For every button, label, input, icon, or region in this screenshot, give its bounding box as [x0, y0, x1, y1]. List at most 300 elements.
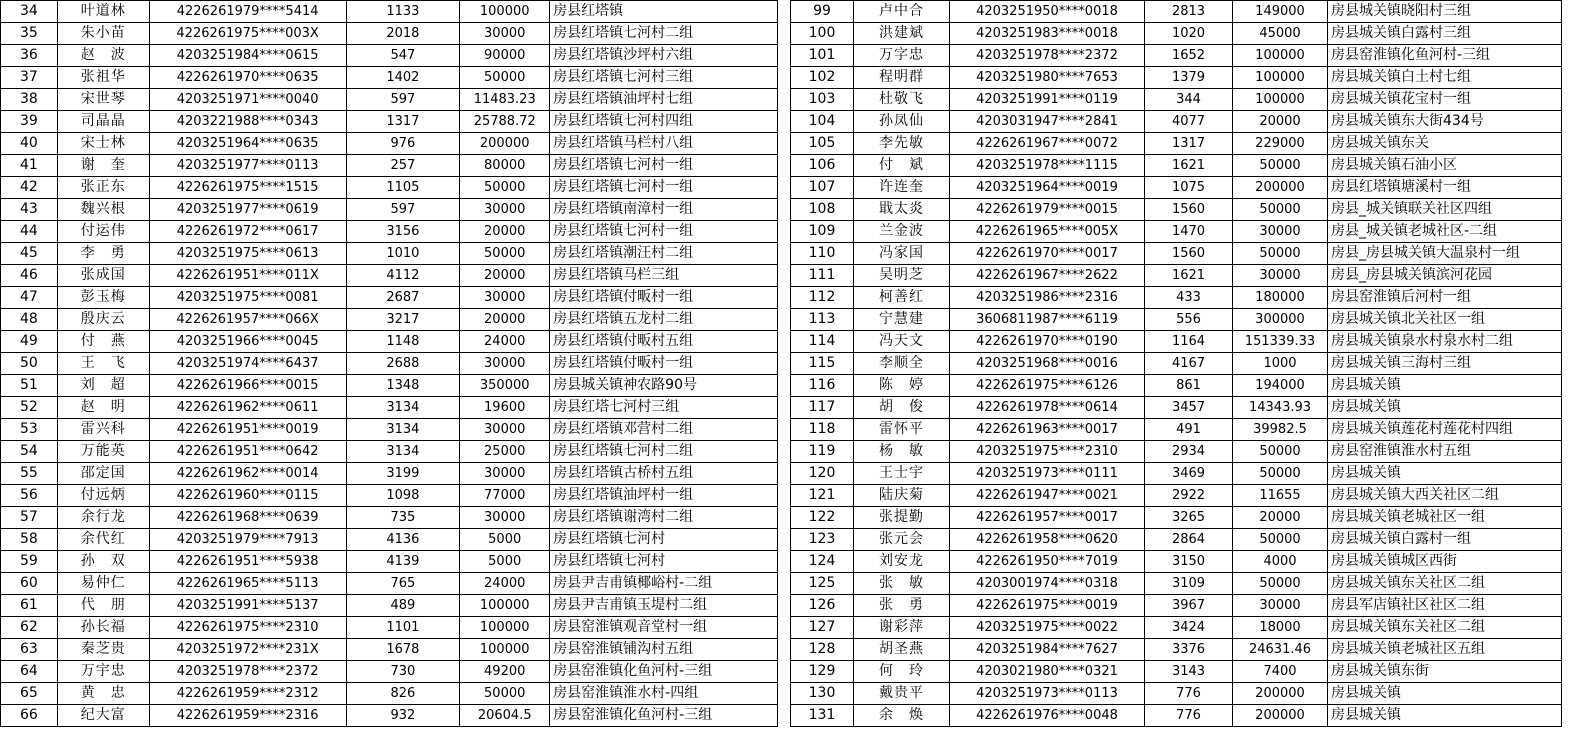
row-number: 129 — [791, 661, 854, 683]
id-number: 4203251974****6437 — [149, 353, 346, 375]
id-number: 4203251975****0022 — [950, 617, 1145, 639]
row-number: 34 — [1, 1, 58, 23]
row-number: 57 — [1, 507, 58, 529]
person-name: 陈 婷 — [854, 375, 950, 397]
address: 房县红塔镇南漳村一组 — [550, 199, 778, 221]
row-number: 130 — [791, 683, 854, 705]
row-number: 122 — [791, 507, 854, 529]
table-row — [791, 265, 1562, 287]
area-value: 547 — [346, 45, 460, 67]
area-value: 3217 — [346, 309, 460, 331]
person-name: 朱小苗 — [57, 23, 149, 45]
table-row — [1, 617, 778, 639]
row-number: 108 — [791, 199, 854, 221]
amount-value: 20000 — [460, 265, 550, 287]
address: 房县城关镇东街 — [1328, 661, 1562, 683]
amount-value: 50000 — [1233, 463, 1328, 485]
row-number: 104 — [791, 111, 854, 133]
amount-value: 30000 — [460, 353, 550, 375]
amount-value: 100000 — [460, 617, 550, 639]
id-number: 4203251980****7653 — [950, 67, 1145, 89]
amount-value: 20000 — [460, 309, 550, 331]
address: 房县红塔镇七河村一组 — [550, 221, 778, 243]
left-ledger-panel — [0, 0, 778, 727]
row-number: 53 — [1, 419, 58, 441]
table-row — [791, 463, 1562, 485]
row-number: 117 — [791, 397, 854, 419]
row-number: 99 — [791, 1, 854, 23]
person-name: 余行龙 — [57, 507, 149, 529]
address: 房县窑淮镇化鱼河村-三组 — [1328, 45, 1562, 67]
amount-value: 50000 — [460, 683, 550, 705]
address: 房县红塔镇古桥村五组 — [550, 463, 778, 485]
address: 房县_城关镇联关社区四组 — [1328, 199, 1562, 221]
area-value: 1133 — [346, 1, 460, 23]
person-name: 宁慧建 — [854, 309, 950, 331]
person-name: 刘安龙 — [854, 551, 950, 573]
person-name: 戢太炎 — [854, 199, 950, 221]
row-number: 101 — [791, 45, 854, 67]
person-name: 杜敬飞 — [854, 89, 950, 111]
id-number: 4226261966****0015 — [149, 375, 346, 397]
area-value: 2934 — [1145, 441, 1233, 463]
table-row — [791, 507, 1562, 529]
address: 房县城关镇大西关社区二组 — [1328, 485, 1562, 507]
amount-value: 350000 — [460, 375, 550, 397]
row-number: 124 — [791, 551, 854, 573]
person-name: 李顺全 — [854, 353, 950, 375]
table-row — [791, 331, 1562, 353]
area-value: 597 — [346, 89, 460, 111]
area-value: 3156 — [346, 221, 460, 243]
table-row — [1, 397, 778, 419]
area-value: 3199 — [346, 463, 460, 485]
amount-value: 100000 — [1233, 45, 1328, 67]
table-row — [1, 331, 778, 353]
row-number: 103 — [791, 89, 854, 111]
area-value: 4167 — [1145, 353, 1233, 375]
table-row — [1, 23, 778, 45]
area-value: 1105 — [346, 177, 460, 199]
row-number: 45 — [1, 243, 58, 265]
address: 房县城关镇东关社区二组 — [1328, 617, 1562, 639]
person-name: 邵定国 — [57, 463, 149, 485]
area-value: 3469 — [1145, 463, 1233, 485]
address: 房县红塔镇马栏村八组 — [550, 133, 778, 155]
area-value: 556 — [1145, 309, 1233, 331]
area-value: 3143 — [1145, 661, 1233, 683]
amount-value: 7400 — [1233, 661, 1328, 683]
row-number: 50 — [1, 353, 58, 375]
row-number: 66 — [1, 705, 58, 727]
id-number: 4203251972****231X — [149, 639, 346, 661]
id-number: 4203251978****2372 — [950, 45, 1145, 67]
person-name: 张正东 — [57, 177, 149, 199]
person-name: 李先敏 — [854, 133, 950, 155]
area-value: 1652 — [1145, 45, 1233, 67]
area-value: 2864 — [1145, 529, 1233, 551]
person-name: 程明群 — [854, 67, 950, 89]
table-row — [791, 661, 1562, 683]
left-ledger-body — [1, 1, 778, 727]
person-name: 司晶晶 — [57, 111, 149, 133]
row-number: 115 — [791, 353, 854, 375]
address: 房县城关镇莲花村莲花村四组 — [1328, 419, 1562, 441]
id-number: 4226261959****2316 — [149, 705, 346, 727]
area-value: 776 — [1145, 705, 1233, 727]
table-row — [1, 375, 778, 397]
table-row — [1, 661, 778, 683]
amount-value: 20000 — [1233, 507, 1328, 529]
person-name: 陆庆菊 — [854, 485, 950, 507]
area-value: 1020 — [1145, 23, 1233, 45]
area-value: 776 — [1145, 683, 1233, 705]
id-number: 4226261975****2310 — [149, 617, 346, 639]
table-row — [1, 683, 778, 705]
area-value: 1164 — [1145, 331, 1233, 353]
row-number: 56 — [1, 485, 58, 507]
row-number: 51 — [1, 375, 58, 397]
person-name: 张提勤 — [854, 507, 950, 529]
row-number: 120 — [791, 463, 854, 485]
area-value: 1621 — [1145, 155, 1233, 177]
id-number: 4203251968****0016 — [950, 353, 1145, 375]
person-name: 付运伟 — [57, 221, 149, 243]
table-row — [791, 177, 1562, 199]
person-name: 万宇忠 — [57, 661, 149, 683]
area-value: 3967 — [1145, 595, 1233, 617]
amount-value: 200000 — [1233, 705, 1328, 727]
address: 房县红塔镇七河村一组 — [550, 155, 778, 177]
table-row — [791, 617, 1562, 639]
row-number: 121 — [791, 485, 854, 507]
address: 房县红塔镇七河村二组 — [550, 23, 778, 45]
area-value: 765 — [346, 573, 460, 595]
address: 房县城关镇 — [1328, 683, 1562, 705]
table-row — [1, 529, 778, 551]
person-name: 赵 波 — [57, 45, 149, 67]
person-name: 谢彩萍 — [854, 617, 950, 639]
table-row — [1, 551, 778, 573]
amount-value: 90000 — [460, 45, 550, 67]
row-number: 131 — [791, 705, 854, 727]
id-number: 4203251977****0113 — [149, 155, 346, 177]
table-row — [1, 89, 778, 111]
person-name: 李 勇 — [57, 243, 149, 265]
row-number: 65 — [1, 683, 58, 705]
person-name: 胡圣燕 — [854, 639, 950, 661]
amount-value: 200000 — [1233, 683, 1328, 705]
area-value: 4112 — [346, 265, 460, 287]
address: 房县窑淮镇淮水村五组 — [1328, 441, 1562, 463]
area-value: 1402 — [346, 67, 460, 89]
amount-value: 229000 — [1233, 133, 1328, 155]
area-value: 1317 — [1145, 133, 1233, 155]
amount-value: 45000 — [1233, 23, 1328, 45]
id-number: 4203251991****5137 — [149, 595, 346, 617]
table-row — [791, 1, 1562, 23]
person-name: 叶道林 — [57, 1, 149, 23]
table-row — [1, 177, 778, 199]
person-name: 宋世琴 — [57, 89, 149, 111]
amount-value: 77000 — [460, 485, 550, 507]
address: 房县红塔镇油坪村一组 — [550, 485, 778, 507]
person-name: 卢中合 — [854, 1, 950, 23]
person-name: 代 朋 — [57, 595, 149, 617]
person-name: 谢 奎 — [57, 155, 149, 177]
area-value: 3109 — [1145, 573, 1233, 595]
id-number: 4226261951****0019 — [149, 419, 346, 441]
row-number: 119 — [791, 441, 854, 463]
row-number: 44 — [1, 221, 58, 243]
id-number: 4203251977****0619 — [149, 199, 346, 221]
person-name: 冯天文 — [854, 331, 950, 353]
center-gutter — [778, 0, 790, 743]
id-number: 4203251964****0635 — [149, 133, 346, 155]
id-number: 4226261960****0115 — [149, 485, 346, 507]
address: 房县城关镇 — [1328, 375, 1562, 397]
table-row — [1, 639, 778, 661]
row-number: 107 — [791, 177, 854, 199]
row-number: 106 — [791, 155, 854, 177]
table-row — [791, 485, 1562, 507]
row-number: 35 — [1, 23, 58, 45]
address: 房县窑淮镇后河村一组 — [1328, 287, 1562, 309]
amount-value: 39982.5 — [1233, 419, 1328, 441]
id-number: 4203251984****0615 — [149, 45, 346, 67]
area-value: 2813 — [1145, 1, 1233, 23]
amount-value: 100000 — [1233, 89, 1328, 111]
amount-value: 100000 — [460, 595, 550, 617]
address: 房县红塔镇五龙村二组 — [550, 309, 778, 331]
person-name: 万能英 — [57, 441, 149, 463]
area-value: 4077 — [1145, 111, 1233, 133]
person-name: 许连奎 — [854, 177, 950, 199]
row-number: 110 — [791, 243, 854, 265]
amount-value: 20000 — [1233, 111, 1328, 133]
address: 房县_城关镇老城社区-二组 — [1328, 221, 1562, 243]
address: 房县城关镇东关 — [1328, 133, 1562, 155]
address: 房县窑淮镇铺沟村五组 — [550, 639, 778, 661]
person-name: 张祖华 — [57, 67, 149, 89]
table-row — [1, 309, 778, 331]
area-value: 1379 — [1145, 67, 1233, 89]
person-name: 雷兴科 — [57, 419, 149, 441]
person-name: 孙凤仙 — [854, 111, 950, 133]
id-number: 4226261970****0190 — [950, 331, 1145, 353]
person-name: 冯家国 — [854, 243, 950, 265]
row-number: 63 — [1, 639, 58, 661]
id-number: 4226261968****0639 — [149, 507, 346, 529]
id-number: 4203251984****7627 — [950, 639, 1145, 661]
left-ledger-table — [0, 0, 778, 727]
amount-value: 4000 — [1233, 551, 1328, 573]
id-number: 4203251979****7913 — [149, 529, 346, 551]
row-number: 102 — [791, 67, 854, 89]
row-number: 42 — [1, 177, 58, 199]
right-ledger-table — [790, 0, 1562, 727]
row-number: 48 — [1, 309, 58, 331]
id-number: 4226261947****0021 — [950, 485, 1145, 507]
address: 房县红塔镇邓营村二组 — [550, 419, 778, 441]
id-number: 4203221988****0343 — [149, 111, 346, 133]
table-row — [1, 1, 778, 23]
area-value: 3150 — [1145, 551, 1233, 573]
row-number: 41 — [1, 155, 58, 177]
id-number: 3606811987****6119 — [950, 309, 1145, 331]
amount-value: 30000 — [460, 287, 550, 309]
area-value: 1560 — [1145, 243, 1233, 265]
amount-value: 11483.23 — [460, 89, 550, 111]
address: 房县窑淮镇化鱼河村-三组 — [550, 705, 778, 727]
area-value: 1101 — [346, 617, 460, 639]
person-name: 张 勇 — [854, 595, 950, 617]
amount-value: 5000 — [460, 529, 550, 551]
id-number: 4226261975****1515 — [149, 177, 346, 199]
table-row — [791, 397, 1562, 419]
table-row — [1, 507, 778, 529]
amount-value: 100000 — [460, 639, 550, 661]
id-number: 4226261972****0617 — [149, 221, 346, 243]
row-number: 43 — [1, 199, 58, 221]
amount-value: 200000 — [1233, 177, 1328, 199]
id-number: 4203251973****0113 — [950, 683, 1145, 705]
table-row — [791, 683, 1562, 705]
area-value: 4139 — [346, 551, 460, 573]
address: 房县城关镇泉水村泉水村二组 — [1328, 331, 1562, 353]
table-row — [791, 353, 1562, 375]
table-row — [791, 243, 1562, 265]
row-number: 128 — [791, 639, 854, 661]
person-name: 万字忠 — [854, 45, 950, 67]
row-number: 62 — [1, 617, 58, 639]
address: 房县红塔镇潮汪村二组 — [550, 243, 778, 265]
person-name: 张成国 — [57, 265, 149, 287]
amount-value: 18000 — [1233, 617, 1328, 639]
address: 房县红塔镇马栏三组 — [550, 265, 778, 287]
person-name: 雷怀平 — [854, 419, 950, 441]
amount-value: 24631.46 — [1233, 639, 1328, 661]
area-value: 433 — [1145, 287, 1233, 309]
amount-value: 194000 — [1233, 375, 1328, 397]
row-number: 36 — [1, 45, 58, 67]
id-number: 4203251973****0111 — [950, 463, 1145, 485]
amount-value: 25000 — [460, 441, 550, 463]
row-number: 112 — [791, 287, 854, 309]
amount-value: 50000 — [460, 243, 550, 265]
person-name: 刘 超 — [57, 375, 149, 397]
area-value: 3376 — [1145, 639, 1233, 661]
amount-value: 24000 — [460, 331, 550, 353]
area-value: 826 — [346, 683, 460, 705]
id-number: 4226261975****003X — [149, 23, 346, 45]
amount-value: 80000 — [460, 155, 550, 177]
row-number: 60 — [1, 573, 58, 595]
amount-value: 1000 — [1233, 353, 1328, 375]
table-row — [1, 45, 778, 67]
person-name: 付 斌 — [854, 155, 950, 177]
area-value: 976 — [346, 133, 460, 155]
address: 房县城关镇 — [1328, 397, 1562, 419]
table-row — [791, 199, 1562, 221]
table-row — [1, 199, 778, 221]
area-value: 257 — [346, 155, 460, 177]
id-number: 4226261965****5113 — [149, 573, 346, 595]
id-number: 4203001974****0318 — [950, 573, 1145, 595]
area-value: 1098 — [346, 485, 460, 507]
row-number: 47 — [1, 287, 58, 309]
person-name: 孙长福 — [57, 617, 149, 639]
table-row — [791, 133, 1562, 155]
row-number: 113 — [791, 309, 854, 331]
row-number: 40 — [1, 133, 58, 155]
amount-value: 25788.72 — [460, 111, 550, 133]
id-number: 4203251991****0119 — [950, 89, 1145, 111]
address: 房县城关镇老城社区五组 — [1328, 639, 1562, 661]
table-row — [1, 485, 778, 507]
table-row — [791, 111, 1562, 133]
amount-value: 50000 — [1233, 573, 1328, 595]
row-number: 59 — [1, 551, 58, 573]
amount-value: 50000 — [1233, 199, 1328, 221]
table-row — [791, 375, 1562, 397]
amount-value: 20604.5 — [460, 705, 550, 727]
row-number: 114 — [791, 331, 854, 353]
person-name: 张元会 — [854, 529, 950, 551]
id-number: 4226261975****6126 — [950, 375, 1145, 397]
table-row — [1, 705, 778, 727]
person-name: 兰金波 — [854, 221, 950, 243]
person-name: 戴贵平 — [854, 683, 950, 705]
address: 房县红塔镇七河村 — [550, 551, 778, 573]
person-name: 殷庆云 — [57, 309, 149, 331]
address: 房县军店镇社区社区二组 — [1328, 595, 1562, 617]
id-number: 4203251975****0081 — [149, 287, 346, 309]
row-number: 55 — [1, 463, 58, 485]
id-number: 4203031947****2841 — [950, 111, 1145, 133]
amount-value: 50000 — [1233, 155, 1328, 177]
table-row — [791, 287, 1562, 309]
row-number: 49 — [1, 331, 58, 353]
id-number: 4203021980****0321 — [950, 661, 1145, 683]
amount-value: 11655 — [1233, 485, 1328, 507]
id-number: 4226261951****0642 — [149, 441, 346, 463]
table-row — [1, 287, 778, 309]
row-number: 105 — [791, 133, 854, 155]
amount-value: 149000 — [1233, 1, 1328, 23]
id-number: 4203251964****0019 — [950, 177, 1145, 199]
area-value: 2922 — [1145, 485, 1233, 507]
address: 房县红塔镇付畈村一组 — [550, 353, 778, 375]
table-row — [791, 639, 1562, 661]
area-value: 1317 — [346, 111, 460, 133]
id-number: 4226261959****2312 — [149, 683, 346, 705]
table-row — [1, 573, 778, 595]
person-name: 洪建斌 — [854, 23, 950, 45]
row-number: 125 — [791, 573, 854, 595]
amount-value: 180000 — [1233, 287, 1328, 309]
address: 房县城关镇老城社区一组 — [1328, 507, 1562, 529]
area-value: 1678 — [346, 639, 460, 661]
area-value: 1075 — [1145, 177, 1233, 199]
person-name: 柯善红 — [854, 287, 950, 309]
address: 房县城关镇三海村三组 — [1328, 353, 1562, 375]
table-row — [791, 573, 1562, 595]
area-value: 491 — [1145, 419, 1233, 441]
area-value: 1148 — [346, 331, 460, 353]
id-number: 4226261979****0015 — [950, 199, 1145, 221]
amount-value: 200000 — [460, 133, 550, 155]
